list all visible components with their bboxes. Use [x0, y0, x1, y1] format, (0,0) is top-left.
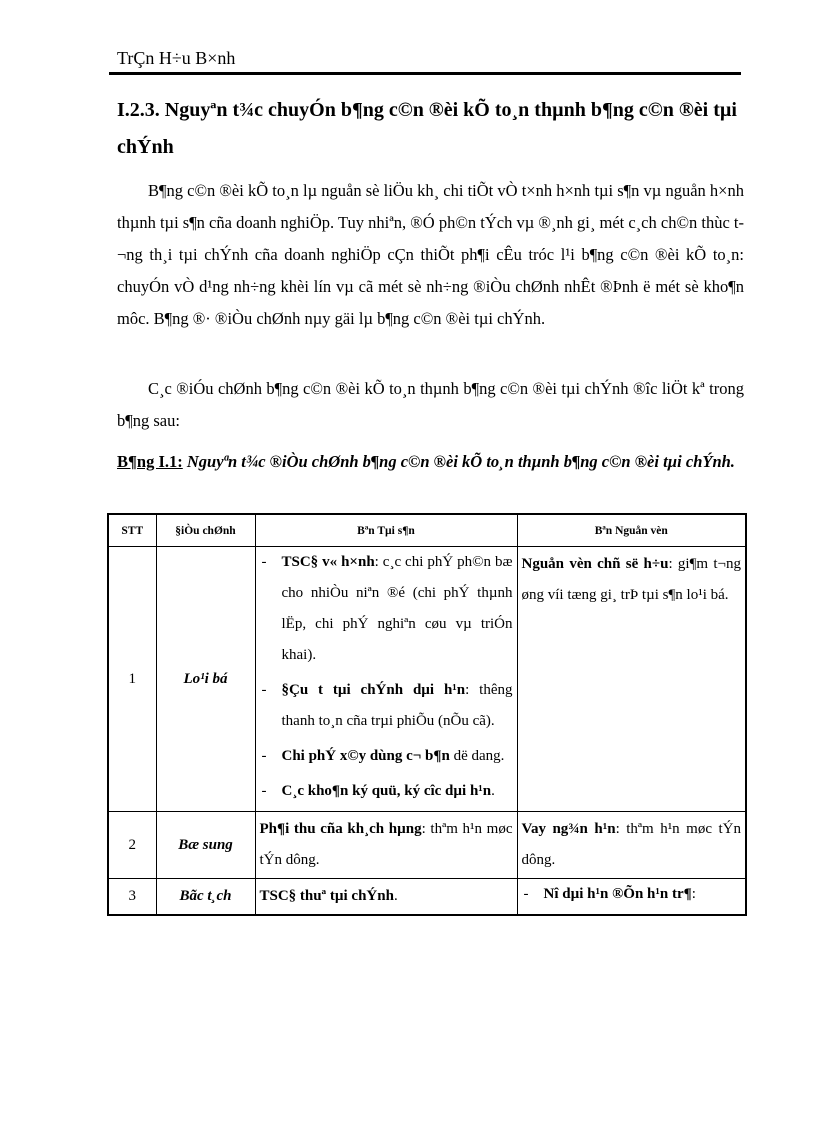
list-item: - TSC§ v« h×nh: c¸c chi phÝ ph©n bæ cho nhiÒu niªn ®é (chi phÝ thµnh lËp, chi phÝ nghiªn cøu vµ triÓn khai).: [260, 547, 513, 671]
row-sources-cell: Vay ng¾n h¹n: thªm h¹n møc tÝn dông.: [517, 812, 746, 879]
row-adjustment: Bæ sung: [156, 812, 255, 879]
table-caption-label: B¶ng I.1:: [117, 452, 183, 471]
list-item: - C¸c kho¶n ký quü, ký cîc dµi h¹n.: [260, 776, 513, 807]
body-paragraph-2: C¸c ®iÓu chØnh b¶ng c©n ®èi kÕ to¸n thµnh b¶ng c©n ®èi tµi chÝnh ®îc liÖt kª trong b¶ng sau:: [117, 379, 744, 430]
header-cell-sources: Bªn Nguån vèn: [517, 514, 746, 547]
table-row: [108, 812, 746, 879]
section-title: Nguyªn t¾c chuyÓn b¶ng c©n ®èi kÕ to¸n thµnh b¶ng c©n ®èi tµi chÝnh: [117, 99, 737, 158]
row-stt: 1: [108, 547, 156, 812]
header-rule: [109, 72, 741, 75]
row-assets-cell: [255, 547, 517, 812]
header-cell-assets: Bªn Tµi s¶n: [255, 514, 517, 547]
row-stt: 2: [108, 812, 156, 879]
row-assets-cell: Ph¶i thu cña kh¸ch hµng: thªm h¹n møc tÝn dông.: [255, 812, 517, 879]
section-number: I.2.3.: [117, 99, 160, 121]
table-row: [108, 879, 746, 916]
list-item: - §Çu t tµi chÝnh dµi h¹n: thêng thanh to¸n cña trµi phiÕu (nÕu cã).: [260, 675, 513, 737]
row-adjustment: Bãc t¸ch: [156, 879, 255, 916]
row-sources-cell: [517, 879, 746, 916]
header-cell-adjustment: §iÒu chØnh: [156, 514, 255, 547]
running-header: TrÇn H÷u B×nh: [117, 48, 236, 68]
row-adjustment: Lo¹i bá: [156, 547, 255, 812]
row-sources-cell: Nguån vèn chñ së h÷u: gi¶m t¬ng øng víi tæng gi¸ trÞ tµi s¶n lo¹i bá.: [517, 547, 746, 812]
list-item: - Nî dµi h¹n ®Õn h¹n tr¶:: [522, 879, 742, 910]
header-cell-stt: STT: [108, 514, 156, 547]
table-header-row: [108, 514, 746, 547]
row-stt: 3: [108, 879, 156, 916]
section-heading: [117, 92, 747, 166]
assets-list: [260, 547, 513, 807]
table-caption-title: Nguyªn t¾c ®iÒu chØnh b¶ng c©n ®èi kÕ to¸n thµnh b¶ng c©n ®èi tµi chÝnh.: [186, 452, 735, 471]
table-row: [108, 547, 746, 812]
body-paragraph-1: B¶ng c©n ®èi kÕ to¸n lµ nguån sè liÖu kh¸ chi tiÕt vÒ t×nh h×nh tµi s¶n vµ nguån h×nh thµnh tµi s¶n cña doanh nghiÖp. Tuy nhiªn, ®Ó ph©n tÝch vµ ®¸nh gi¸ mét c¸ch ch©n thùc t¬ng th¸i tµi chÝnh cña doanh nghiÖp cÇn thiÕt ph¶i cÊu tróc l¹i b¶ng c©n ®èi kÕ to¸n: chuyÓn vÒ d¹ng nh÷ng khèi lín vµ cã mét sè nh÷ng ®iÒu chØnh nhÊt ®Þnh ë mét sè kho¶n môc. B¶ng ®· ®iÒu chØnh nµy gäi lµ b¶ng c©n ®èi tµi chÝnh.: [117, 181, 744, 328]
sources-list: [522, 879, 742, 910]
list-item: - Chi phÝ x©y dùng c¬ b¶n dë dang.: [260, 741, 513, 772]
adjustment-table: [107, 513, 747, 916]
table-caption: [117, 446, 744, 478]
row-assets-cell: TSC§ thuª tµi chÝnh.: [255, 879, 517, 916]
